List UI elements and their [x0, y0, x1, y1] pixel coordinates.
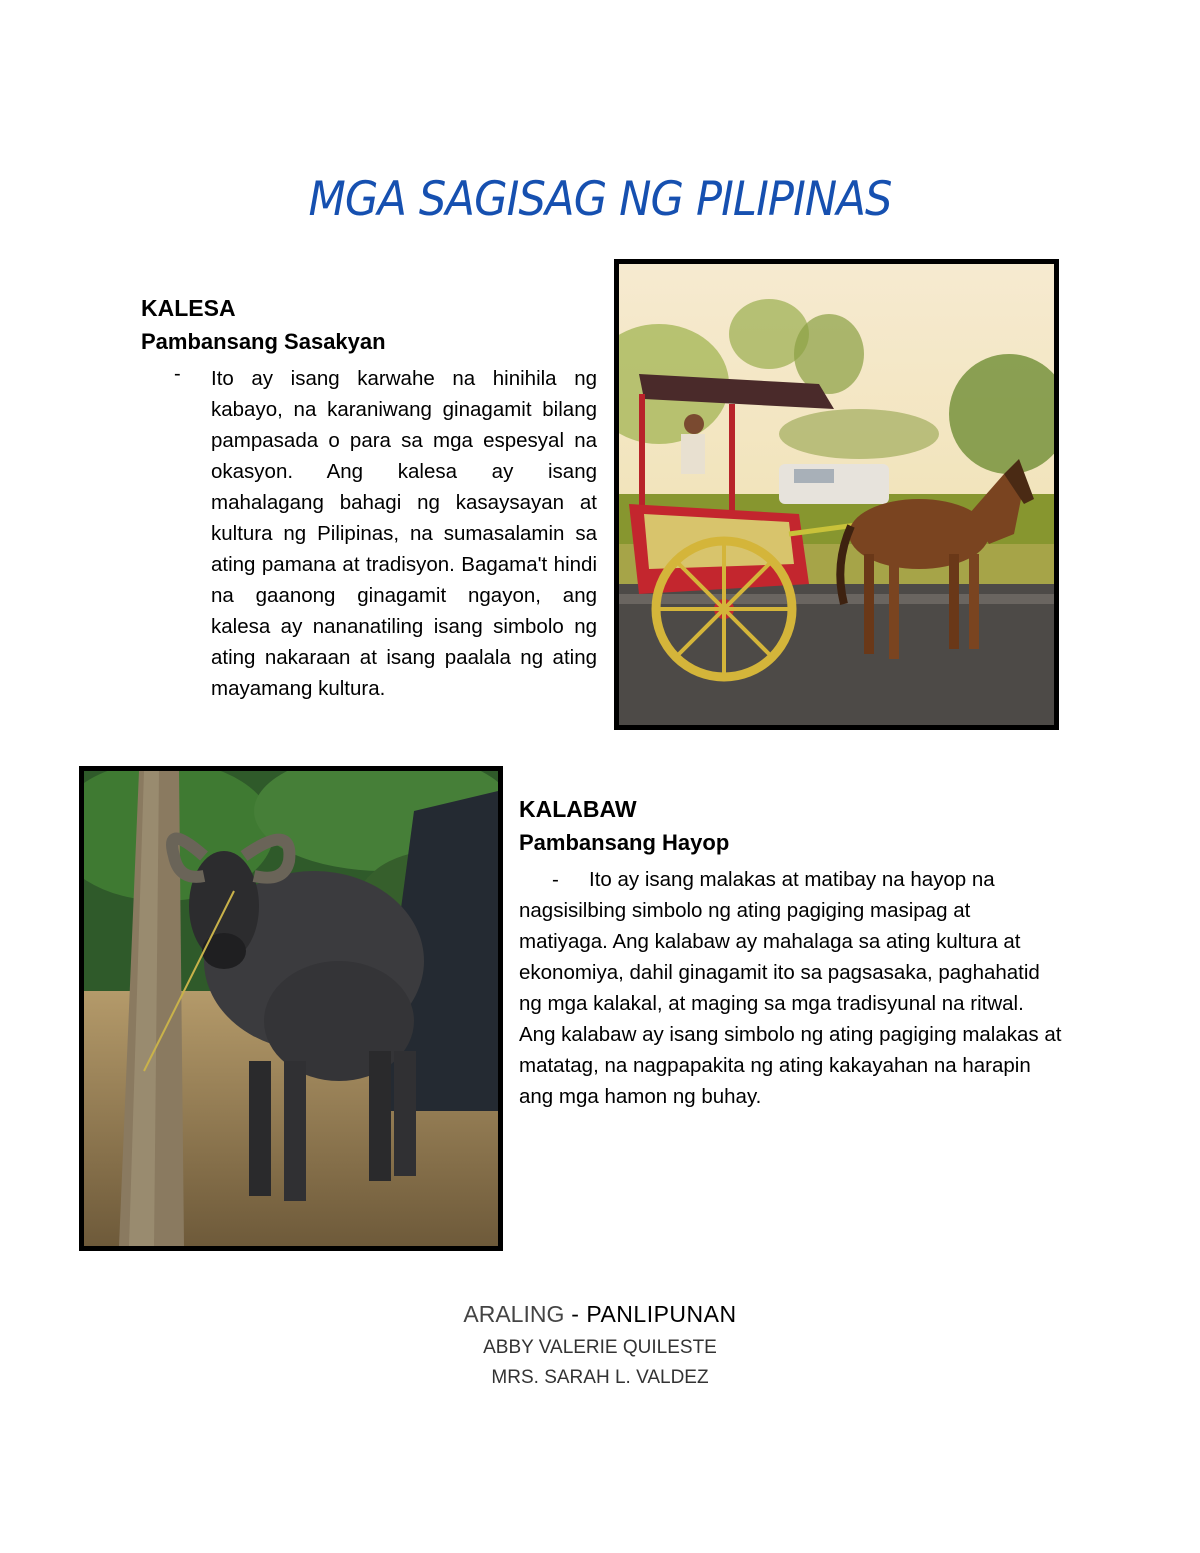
subject-line — [0, 1298, 1200, 1330]
subject-part1: ARALING — [463, 1301, 565, 1327]
kalabaw-description-block — [519, 864, 1064, 1112]
kalesa-section — [141, 291, 597, 704]
kalabaw-photo — [79, 766, 503, 1251]
kalabaw-subheading: Pambansang Hayop — [519, 830, 730, 855]
kalabaw-description: Ito ay isang malakas at matibay na hayop na nagsisilbing simbolo ng ating pagiging masipag at matiyaga. Ang kalabaw ay mahalaga sa ating kultura at ekonomiya, dahil ginagamit ito sa pagsasaka, paghahatid ng mga kalakal, at maging sa mga tradisyunal na ritwal. Ang kalabaw ay isang simbolo ng ating pagiging malakas at matatag, na nagpapakita ng ating kakayahan na harapin ang mga hamon ng buhay. — [519, 868, 1062, 1108]
kalesa-bullet: - — [174, 363, 181, 385]
kalesa-subheading: Pambansang Sasakyan — [141, 329, 386, 354]
kalabaw-section — [519, 792, 1064, 1112]
kalabaw-heading: KALABAW — [519, 796, 637, 822]
kalesa-heading: KALESA — [141, 295, 236, 321]
student-name: ABBY VALERIE QUILESTE — [483, 1337, 717, 1358]
kalesa-description: Ito ay isang karwahe na hinihila ng kabayo, na karaniwang ginagamit bilang pampasada o para sa mga espesyal na okasyon. Ang kalesa ay isang mahalagang bahagi ng kasaysayan at kultura ng Pilipinas, na sumasalamin sa ating pamana at tradisyon. Bagama't hindi na gaanong ginagamit ngayon, ang kalesa ay nananatiling isang simbolo ng ating nakaraan at isang paalala ng ating mayamang kultura. — [211, 367, 597, 700]
kalesa-list-item — [141, 363, 597, 704]
subject-separator: - — [564, 1301, 587, 1327]
kalesa-photo-image — [619, 264, 1054, 725]
subject-part2: PANLIPUNAN — [586, 1301, 737, 1327]
kalabaw-photo-image — [84, 771, 498, 1246]
teacher-name: MRS. SARAH L. VALDEZ — [491, 1367, 709, 1388]
kalesa-photo — [614, 259, 1059, 730]
page-title: MGA SAGISAG NG PILIPINAS — [308, 172, 892, 227]
kalabaw-bullet: - — [552, 868, 559, 891]
